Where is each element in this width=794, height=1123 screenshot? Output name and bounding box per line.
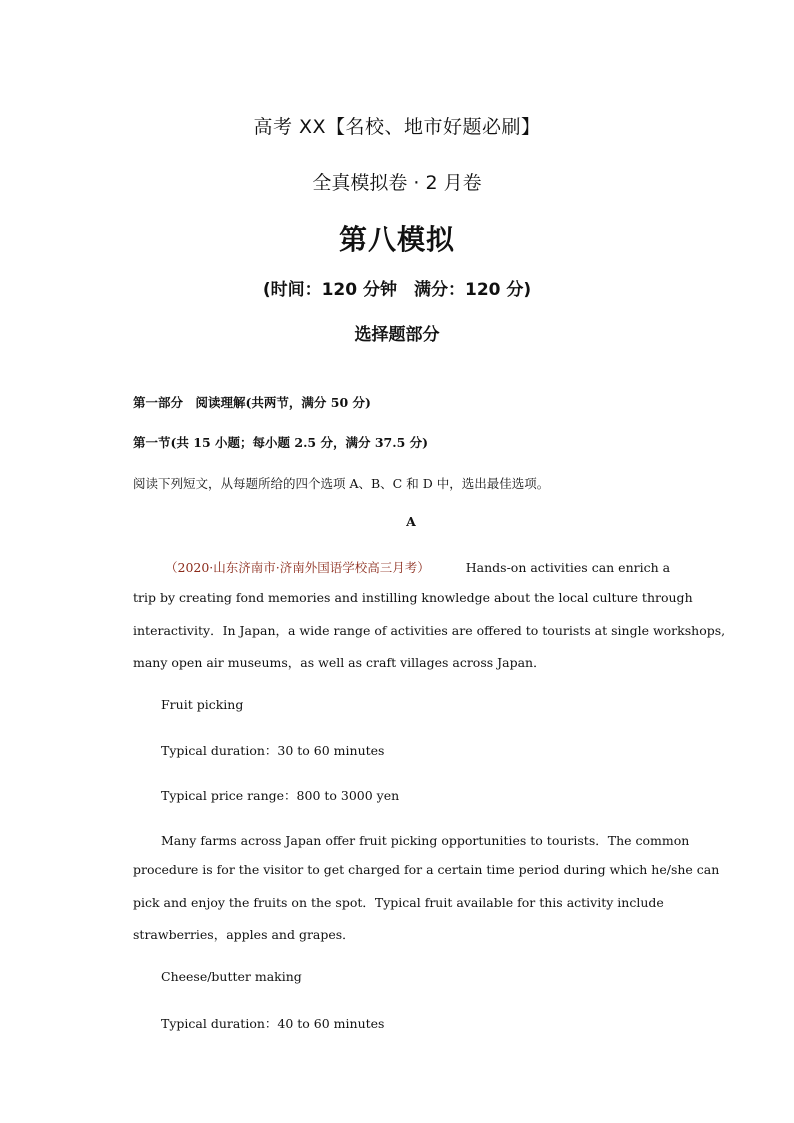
activity1-price: Typical price range：800 to 3000 yen bbox=[161, 788, 400, 803]
section1-heading: 第一节(共 15 小题；每小题 2.5 分，满分 37.5 分) bbox=[133, 435, 429, 450]
section-label: 选择题部分 bbox=[354, 325, 440, 345]
exam-series-title: 高考 XX【名校、地市好题必刷】 bbox=[253, 116, 541, 138]
activity2-title: Cheese/butter making bbox=[161, 969, 302, 984]
exam-time-info: (时间：120 分钟 满分：120 分) bbox=[262, 280, 532, 300]
passage-intro-line: trip by creating fond memories and instilling knowledge about the local culture through bbox=[133, 590, 693, 605]
activity1-desc-line: Many farms across Japan offer fruit picking opportunities to tourists．The common bbox=[161, 833, 690, 848]
activity1-desc-line: procedure is for the visitor to get charged for a certain time period during which he/she can bbox=[133, 862, 720, 877]
passage-letter: A bbox=[406, 514, 416, 529]
activity1-desc-line: strawberries，apples and grapes． bbox=[133, 927, 355, 942]
part1-heading: 第一部分 阅读理解(共两节，满分 50 分) bbox=[133, 395, 371, 410]
passage-source: （2020·山东济南市·济南外国语学校高三月考） bbox=[165, 560, 430, 575]
activity1-desc-line: pick and enjoy the fruits on the spot．Typical fruit available for this activity include bbox=[133, 895, 664, 910]
activity1-title: Fruit picking bbox=[161, 697, 244, 712]
exam-main-title: 第八模拟 bbox=[338, 223, 455, 256]
exam-volume-title: 全真模拟卷 · 2 月卷 bbox=[312, 172, 482, 194]
activity2-duration: Typical duration：40 to 60 minutes bbox=[161, 1016, 385, 1031]
reading-instruction: 阅读下列短文，从每题所给的四个选项 A、B、C 和 D 中，选出最佳选项。 bbox=[133, 476, 550, 491]
passage-intro-line: interactivity．In Japan，a wide range of activities are offered to tourists at single workshops, bbox=[133, 623, 726, 638]
passage-intro-first-line bbox=[165, 558, 670, 576]
activity1-duration: Typical duration：30 to 60 minutes bbox=[161, 743, 385, 758]
passage-intro-text: Hands-on activities can enrich a bbox=[465, 560, 671, 575]
passage-intro-line: many open air museums，as well as craft villages across Japan． bbox=[133, 655, 546, 670]
